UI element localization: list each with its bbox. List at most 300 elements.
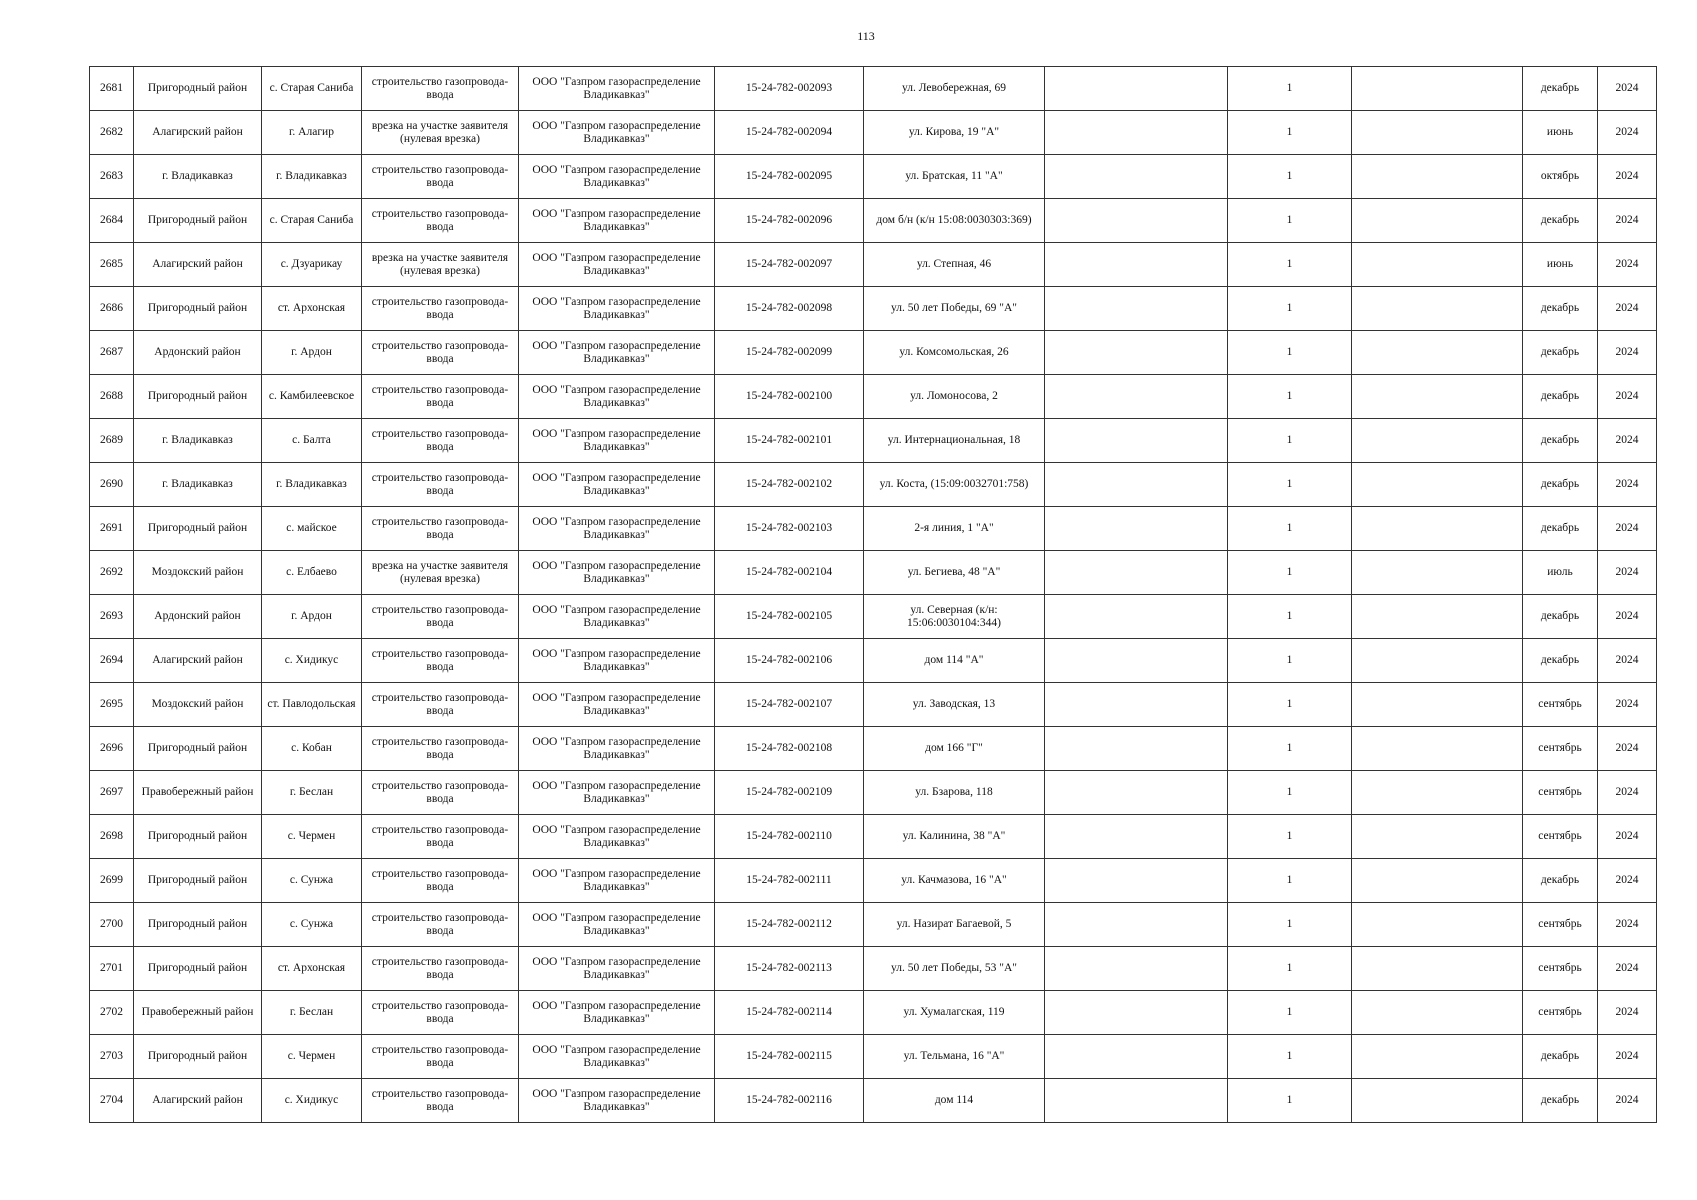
work-type-cell: строительство газопровода-ввода <box>362 903 519 947</box>
year-cell: 2024 <box>1598 243 1657 287</box>
empty-cell <box>1045 287 1228 331</box>
settlement-cell: с. майское <box>262 507 362 551</box>
settlement-cell: с. Елбаево <box>262 551 362 595</box>
month-cell: июнь <box>1523 243 1598 287</box>
table-row <box>90 639 1657 683</box>
row-number: 2696 <box>90 727 134 771</box>
row-number: 2693 <box>90 595 134 639</box>
empty-cell <box>1045 199 1228 243</box>
table-row <box>90 199 1657 243</box>
settlement-cell: с. Балта <box>262 419 362 463</box>
organization-cell: ООО "Газпром газораспределение Владикавказ" <box>519 595 715 639</box>
month-cell: сентябрь <box>1523 815 1598 859</box>
table-row <box>90 595 1657 639</box>
organization-cell: ООО "Газпром газораспределение Владикавказ" <box>519 287 715 331</box>
request-code-cell: 15-24-782-002112 <box>715 903 864 947</box>
table-row <box>90 287 1657 331</box>
count-cell: 1 <box>1228 859 1352 903</box>
table-body <box>90 67 1657 1123</box>
empty-cell <box>1352 287 1523 331</box>
work-type-cell: строительство газопровода-ввода <box>362 771 519 815</box>
empty-cell <box>1045 727 1228 771</box>
empty-cell <box>1352 947 1523 991</box>
settlement-cell: ст. Архонская <box>262 287 362 331</box>
request-code-cell: 15-24-782-002109 <box>715 771 864 815</box>
month-cell: октябрь <box>1523 155 1598 199</box>
request-code-cell: 15-24-782-002104 <box>715 551 864 595</box>
work-type-cell: строительство газопровода-ввода <box>362 815 519 859</box>
settlement-cell: г. Владикавказ <box>262 463 362 507</box>
settlement-cell: ст. Павлодольская <box>262 683 362 727</box>
request-code-cell: 15-24-782-002099 <box>715 331 864 375</box>
organization-cell: ООО "Газпром газораспределение Владикавказ" <box>519 111 715 155</box>
work-type-cell: строительство газопровода-ввода <box>362 375 519 419</box>
row-number: 2687 <box>90 331 134 375</box>
settlement-cell: с. Старая Саниба <box>262 67 362 111</box>
address-cell: дом б/н (к/н 15:08:0030303:369) <box>864 199 1045 243</box>
row-number: 2704 <box>90 1079 134 1123</box>
month-cell: декабрь <box>1523 287 1598 331</box>
count-cell: 1 <box>1228 639 1352 683</box>
address-cell: ул. 50 лет Победы, 69 "А" <box>864 287 1045 331</box>
request-code-cell: 15-24-782-002097 <box>715 243 864 287</box>
request-code-cell: 15-24-782-002116 <box>715 1079 864 1123</box>
work-type-cell: строительство газопровода-ввода <box>362 683 519 727</box>
month-cell: декабрь <box>1523 1079 1598 1123</box>
row-number: 2690 <box>90 463 134 507</box>
count-cell: 1 <box>1228 1035 1352 1079</box>
empty-cell <box>1352 67 1523 111</box>
count-cell: 1 <box>1228 727 1352 771</box>
organization-cell: ООО "Газпром газораспределение Владикавказ" <box>519 903 715 947</box>
empty-cell <box>1352 639 1523 683</box>
count-cell: 1 <box>1228 991 1352 1035</box>
work-type-cell: врезка на участке заявителя (нулевая врезка) <box>362 243 519 287</box>
request-code-cell: 15-24-782-002107 <box>715 683 864 727</box>
year-cell: 2024 <box>1598 419 1657 463</box>
empty-cell <box>1045 67 1228 111</box>
register-table <box>89 66 1657 1123</box>
table-row <box>90 991 1657 1035</box>
empty-cell <box>1352 903 1523 947</box>
request-code-cell: 15-24-782-002101 <box>715 419 864 463</box>
count-cell: 1 <box>1228 595 1352 639</box>
empty-cell <box>1045 155 1228 199</box>
year-cell: 2024 <box>1598 815 1657 859</box>
address-cell: ул. Братская, 11 "А" <box>864 155 1045 199</box>
row-number: 2682 <box>90 111 134 155</box>
month-cell: декабрь <box>1523 463 1598 507</box>
year-cell: 2024 <box>1598 287 1657 331</box>
row-number: 2701 <box>90 947 134 991</box>
month-cell: сентябрь <box>1523 727 1598 771</box>
row-number: 2697 <box>90 771 134 815</box>
empty-cell <box>1045 1079 1228 1123</box>
address-cell: ул. Коста, (15:09:0032701:758) <box>864 463 1045 507</box>
work-type-cell: строительство газопровода-ввода <box>362 595 519 639</box>
year-cell: 2024 <box>1598 991 1657 1035</box>
district-cell: Пригородный район <box>134 67 262 111</box>
empty-cell <box>1352 595 1523 639</box>
month-cell: сентябрь <box>1523 947 1598 991</box>
empty-cell <box>1045 375 1228 419</box>
work-type-cell: строительство газопровода-ввода <box>362 155 519 199</box>
district-cell: Пригородный район <box>134 859 262 903</box>
district-cell: Пригородный район <box>134 507 262 551</box>
organization-cell: ООО "Газпром газораспределение Владикавказ" <box>519 419 715 463</box>
year-cell: 2024 <box>1598 595 1657 639</box>
year-cell: 2024 <box>1598 859 1657 903</box>
month-cell: декабрь <box>1523 67 1598 111</box>
year-cell: 2024 <box>1598 683 1657 727</box>
empty-cell <box>1045 991 1228 1035</box>
row-number: 2698 <box>90 815 134 859</box>
district-cell: Моздокский район <box>134 551 262 595</box>
empty-cell <box>1045 595 1228 639</box>
settlement-cell: с. Сунжа <box>262 903 362 947</box>
organization-cell: ООО "Газпром газораспределение Владикавказ" <box>519 243 715 287</box>
district-cell: Правобережный район <box>134 771 262 815</box>
empty-cell <box>1045 507 1228 551</box>
table-row <box>90 859 1657 903</box>
work-type-cell: строительство газопровода-ввода <box>362 67 519 111</box>
address-cell: ул. Кирова, 19 "А" <box>864 111 1045 155</box>
row-number: 2699 <box>90 859 134 903</box>
table-row <box>90 111 1657 155</box>
page-number: 113 <box>857 29 875 43</box>
empty-cell <box>1352 859 1523 903</box>
month-cell: декабрь <box>1523 595 1598 639</box>
table-row <box>90 551 1657 595</box>
settlement-cell: с. Хидикус <box>262 1079 362 1123</box>
year-cell: 2024 <box>1598 111 1657 155</box>
address-cell: дом 114 <box>864 1079 1045 1123</box>
empty-cell <box>1045 419 1228 463</box>
empty-cell <box>1045 331 1228 375</box>
request-code-cell: 15-24-782-002093 <box>715 67 864 111</box>
table-row <box>90 375 1657 419</box>
row-number: 2703 <box>90 1035 134 1079</box>
row-number: 2689 <box>90 419 134 463</box>
request-code-cell: 15-24-782-002108 <box>715 727 864 771</box>
empty-cell <box>1045 771 1228 815</box>
request-code-cell: 15-24-782-002106 <box>715 639 864 683</box>
address-cell: ул. Хумалагская, 119 <box>864 991 1045 1035</box>
month-cell: сентябрь <box>1523 903 1598 947</box>
work-type-cell: строительство газопровода-ввода <box>362 331 519 375</box>
count-cell: 1 <box>1228 243 1352 287</box>
address-cell: ул. Ломоносова, 2 <box>864 375 1045 419</box>
work-type-cell: врезка на участке заявителя (нулевая врезка) <box>362 111 519 155</box>
organization-cell: ООО "Газпром газораспределение Владикавказ" <box>519 331 715 375</box>
organization-cell: ООО "Газпром газораспределение Владикавказ" <box>519 463 715 507</box>
count-cell: 1 <box>1228 771 1352 815</box>
count-cell: 1 <box>1228 419 1352 463</box>
work-type-cell: строительство газопровода-ввода <box>362 463 519 507</box>
empty-cell <box>1045 551 1228 595</box>
table-row <box>90 771 1657 815</box>
table-row <box>90 67 1657 111</box>
organization-cell: ООО "Газпром газораспределение Владикавказ" <box>519 155 715 199</box>
empty-cell <box>1352 1035 1523 1079</box>
work-type-cell: строительство газопровода-ввода <box>362 1035 519 1079</box>
year-cell: 2024 <box>1598 639 1657 683</box>
district-cell: Ардонский район <box>134 331 262 375</box>
month-cell: сентябрь <box>1523 771 1598 815</box>
row-number: 2681 <box>90 67 134 111</box>
count-cell: 1 <box>1228 683 1352 727</box>
year-cell: 2024 <box>1598 331 1657 375</box>
month-cell: декабрь <box>1523 859 1598 903</box>
address-cell: ул. Назират Багаевой, 5 <box>864 903 1045 947</box>
empty-cell <box>1352 507 1523 551</box>
work-type-cell: строительство газопровода-ввода <box>362 859 519 903</box>
district-cell: Правобережный район <box>134 991 262 1035</box>
row-number: 2688 <box>90 375 134 419</box>
count-cell: 1 <box>1228 507 1352 551</box>
organization-cell: ООО "Газпром газораспределение Владикавказ" <box>519 639 715 683</box>
address-cell: дом 166 "Г" <box>864 727 1045 771</box>
empty-cell <box>1352 111 1523 155</box>
month-cell: сентябрь <box>1523 991 1598 1035</box>
request-code-cell: 15-24-782-002115 <box>715 1035 864 1079</box>
address-cell: ул. Бзарова, 118 <box>864 771 1045 815</box>
count-cell: 1 <box>1228 551 1352 595</box>
settlement-cell: с. Хидикус <box>262 639 362 683</box>
empty-cell <box>1352 331 1523 375</box>
work-type-cell: строительство газопровода-ввода <box>362 947 519 991</box>
row-number: 2691 <box>90 507 134 551</box>
work-type-cell: строительство газопровода-ввода <box>362 507 519 551</box>
request-code-cell: 15-24-782-002103 <box>715 507 864 551</box>
organization-cell: ООО "Газпром газораспределение Владикавказ" <box>519 771 715 815</box>
organization-cell: ООО "Газпром газораспределение Владикавказ" <box>519 507 715 551</box>
row-number: 2684 <box>90 199 134 243</box>
organization-cell: ООО "Газпром газораспределение Владикавказ" <box>519 727 715 771</box>
month-cell: июнь <box>1523 111 1598 155</box>
work-type-cell: строительство газопровода-ввода <box>362 419 519 463</box>
organization-cell: ООО "Газпром газораспределение Владикавказ" <box>519 815 715 859</box>
year-cell: 2024 <box>1598 1035 1657 1079</box>
count-cell: 1 <box>1228 287 1352 331</box>
count-cell: 1 <box>1228 1079 1352 1123</box>
request-code-cell: 15-24-782-002094 <box>715 111 864 155</box>
month-cell: декабрь <box>1523 375 1598 419</box>
year-cell: 2024 <box>1598 375 1657 419</box>
month-cell: декабрь <box>1523 1035 1598 1079</box>
organization-cell: ООО "Газпром газораспределение Владикавказ" <box>519 947 715 991</box>
empty-cell <box>1352 991 1523 1035</box>
district-cell: Алагирский район <box>134 243 262 287</box>
request-code-cell: 15-24-782-002096 <box>715 199 864 243</box>
year-cell: 2024 <box>1598 903 1657 947</box>
work-type-cell: строительство газопровода-ввода <box>362 639 519 683</box>
month-cell: сентябрь <box>1523 683 1598 727</box>
settlement-cell: г. Беслан <box>262 991 362 1035</box>
empty-cell <box>1352 1079 1523 1123</box>
organization-cell: ООО "Газпром газораспределение Владикавказ" <box>519 199 715 243</box>
work-type-cell: строительство газопровода-ввода <box>362 727 519 771</box>
organization-cell: ООО "Газпром газораспределение Владикавказ" <box>519 551 715 595</box>
empty-cell <box>1045 947 1228 991</box>
table-row <box>90 155 1657 199</box>
row-number: 2700 <box>90 903 134 947</box>
row-number: 2694 <box>90 639 134 683</box>
year-cell: 2024 <box>1598 67 1657 111</box>
row-number: 2683 <box>90 155 134 199</box>
empty-cell <box>1045 243 1228 287</box>
request-code-cell: 15-24-782-002114 <box>715 991 864 1035</box>
organization-cell: ООО "Газпром газораспределение Владикавказ" <box>519 67 715 111</box>
district-cell: г. Владикавказ <box>134 463 262 507</box>
count-cell: 1 <box>1228 815 1352 859</box>
address-cell: 2-я линия, 1 "А" <box>864 507 1045 551</box>
empty-cell <box>1045 639 1228 683</box>
row-number: 2692 <box>90 551 134 595</box>
request-code-cell: 15-24-782-002100 <box>715 375 864 419</box>
work-type-cell: строительство газопровода-ввода <box>362 199 519 243</box>
month-cell: декабрь <box>1523 507 1598 551</box>
row-number: 2702 <box>90 991 134 1035</box>
month-cell: декабрь <box>1523 419 1598 463</box>
district-cell: г. Владикавказ <box>134 419 262 463</box>
settlement-cell: с. Кобан <box>262 727 362 771</box>
work-type-cell: строительство газопровода-ввода <box>362 287 519 331</box>
settlement-cell: с. Сунжа <box>262 859 362 903</box>
empty-cell <box>1352 815 1523 859</box>
settlement-cell: с. Чермен <box>262 1035 362 1079</box>
count-cell: 1 <box>1228 111 1352 155</box>
settlement-cell: г. Алагир <box>262 111 362 155</box>
year-cell: 2024 <box>1598 947 1657 991</box>
address-cell: ул. Бегиева, 48 "А" <box>864 551 1045 595</box>
table-row <box>90 903 1657 947</box>
table-row <box>90 463 1657 507</box>
work-type-cell: строительство газопровода-ввода <box>362 1079 519 1123</box>
settlement-cell: с. Камбилеевское <box>262 375 362 419</box>
month-cell: июль <box>1523 551 1598 595</box>
work-type-cell: врезка на участке заявителя (нулевая врезка) <box>362 551 519 595</box>
table-row <box>90 331 1657 375</box>
address-cell: ул. Левобережная, 69 <box>864 67 1045 111</box>
empty-cell <box>1352 683 1523 727</box>
table-row <box>90 947 1657 991</box>
address-cell: ул. Интернациональная, 18 <box>864 419 1045 463</box>
count-cell: 1 <box>1228 947 1352 991</box>
organization-cell: ООО "Газпром газораспределение Владикавказ" <box>519 1079 715 1123</box>
address-cell: ул. Калинина, 38 "А" <box>864 815 1045 859</box>
request-code-cell: 15-24-782-002095 <box>715 155 864 199</box>
district-cell: Пригородный район <box>134 903 262 947</box>
empty-cell <box>1352 771 1523 815</box>
count-cell: 1 <box>1228 331 1352 375</box>
request-code-cell: 15-24-782-002111 <box>715 859 864 903</box>
district-cell: Пригородный район <box>134 375 262 419</box>
empty-cell <box>1045 859 1228 903</box>
row-number: 2685 <box>90 243 134 287</box>
year-cell: 2024 <box>1598 1079 1657 1123</box>
count-cell: 1 <box>1228 463 1352 507</box>
district-cell: Ардонский район <box>134 595 262 639</box>
month-cell: декабрь <box>1523 331 1598 375</box>
address-cell: ул. Качмазова, 16 "А" <box>864 859 1045 903</box>
organization-cell: ООО "Газпром газораспределение Владикавказ" <box>519 859 715 903</box>
count-cell: 1 <box>1228 67 1352 111</box>
settlement-cell: г. Беслан <box>262 771 362 815</box>
table-row <box>90 1079 1657 1123</box>
request-code-cell: 15-24-782-002113 <box>715 947 864 991</box>
settlement-cell: ст. Архонская <box>262 947 362 991</box>
organization-cell: ООО "Газпром газораспределение Владикавказ" <box>519 991 715 1035</box>
count-cell: 1 <box>1228 903 1352 947</box>
district-cell: г. Владикавказ <box>134 155 262 199</box>
year-cell: 2024 <box>1598 771 1657 815</box>
empty-cell <box>1352 727 1523 771</box>
organization-cell: ООО "Газпром газораспределение Владикавказ" <box>519 1035 715 1079</box>
district-cell: Пригородный район <box>134 947 262 991</box>
empty-cell <box>1352 199 1523 243</box>
count-cell: 1 <box>1228 375 1352 419</box>
request-code-cell: 15-24-782-002110 <box>715 815 864 859</box>
organization-cell: ООО "Газпром газораспределение Владикавказ" <box>519 683 715 727</box>
year-cell: 2024 <box>1598 727 1657 771</box>
month-cell: декабрь <box>1523 199 1598 243</box>
settlement-cell: с. Чермен <box>262 815 362 859</box>
table-row <box>90 1035 1657 1079</box>
empty-cell <box>1352 155 1523 199</box>
year-cell: 2024 <box>1598 507 1657 551</box>
empty-cell <box>1352 375 1523 419</box>
table-row <box>90 419 1657 463</box>
district-cell: Пригородный район <box>134 287 262 331</box>
empty-cell <box>1045 111 1228 155</box>
empty-cell <box>1045 903 1228 947</box>
address-cell: ул. Заводская, 13 <box>864 683 1045 727</box>
empty-cell <box>1045 815 1228 859</box>
address-cell: ул. Тельмана, 16 "А" <box>864 1035 1045 1079</box>
request-code-cell: 15-24-782-002098 <box>715 287 864 331</box>
district-cell: Моздокский район <box>134 683 262 727</box>
district-cell: Пригородный район <box>134 727 262 771</box>
address-cell: дом 114 "А" <box>864 639 1045 683</box>
district-cell: Пригородный район <box>134 815 262 859</box>
table-row <box>90 683 1657 727</box>
settlement-cell: г. Владикавказ <box>262 155 362 199</box>
count-cell: 1 <box>1228 155 1352 199</box>
district-cell: Пригородный район <box>134 199 262 243</box>
year-cell: 2024 <box>1598 551 1657 595</box>
address-cell: ул. Комсомольская, 26 <box>864 331 1045 375</box>
settlement-cell: с. Дзуарикау <box>262 243 362 287</box>
district-cell: Алагирский район <box>134 111 262 155</box>
table-row <box>90 815 1657 859</box>
request-code-cell: 15-24-782-002102 <box>715 463 864 507</box>
settlement-cell: с. Старая Саниба <box>262 199 362 243</box>
table-row <box>90 727 1657 771</box>
empty-cell <box>1045 463 1228 507</box>
year-cell: 2024 <box>1598 199 1657 243</box>
settlement-cell: г. Ардон <box>262 331 362 375</box>
count-cell: 1 <box>1228 199 1352 243</box>
empty-cell <box>1352 551 1523 595</box>
work-type-cell: строительство газопровода-ввода <box>362 991 519 1035</box>
empty-cell <box>1045 683 1228 727</box>
district-cell: Алагирский район <box>134 1079 262 1123</box>
district-cell: Пригородный район <box>134 1035 262 1079</box>
table-row <box>90 507 1657 551</box>
month-cell: декабрь <box>1523 639 1598 683</box>
empty-cell <box>1045 1035 1228 1079</box>
